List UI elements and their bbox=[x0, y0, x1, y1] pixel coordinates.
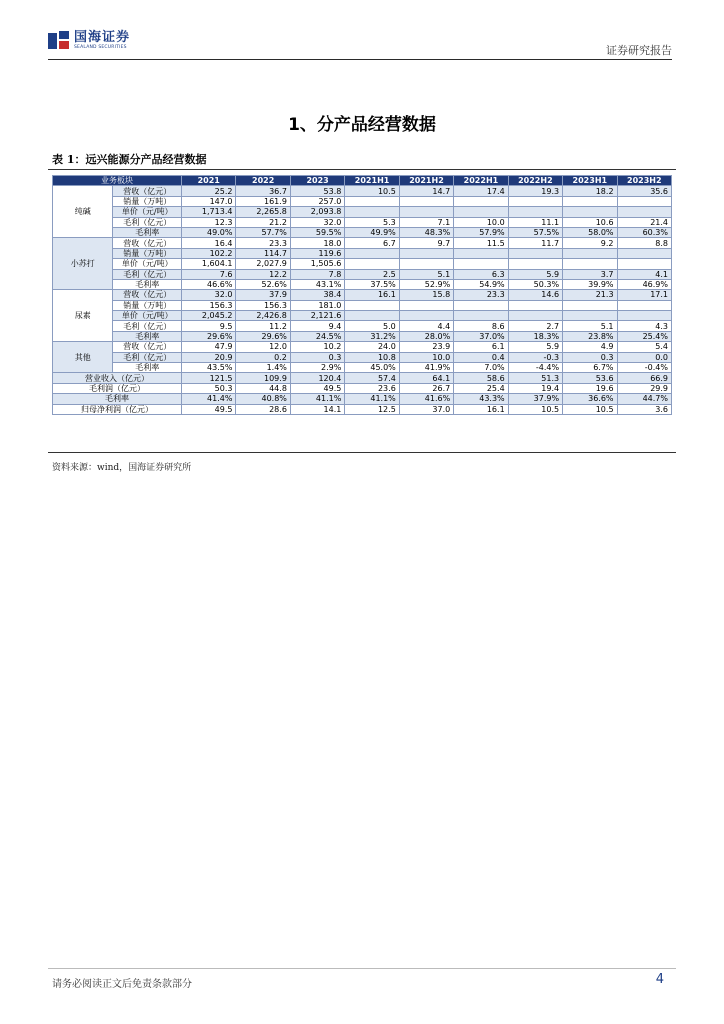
value-cell: 181.0 bbox=[290, 300, 344, 310]
value-cell: 48.3% bbox=[399, 227, 453, 237]
value-cell: 25.4% bbox=[617, 331, 671, 341]
value-cell bbox=[345, 248, 399, 258]
value-cell: 14.7 bbox=[399, 186, 453, 196]
company-logo bbox=[48, 31, 130, 51]
value-cell: 50.3% bbox=[508, 279, 562, 289]
metric-label-cell: 销量（万吨） bbox=[113, 300, 182, 310]
value-cell: 1,604.1 bbox=[182, 259, 236, 269]
value-cell: 39.9% bbox=[563, 279, 617, 289]
value-cell: 28.6 bbox=[236, 404, 290, 414]
table-row bbox=[53, 196, 672, 206]
header-divider bbox=[48, 59, 672, 60]
value-cell bbox=[345, 311, 399, 321]
value-cell: 11.1 bbox=[508, 217, 562, 227]
value-cell: 25.4 bbox=[454, 383, 508, 393]
value-cell: 51.3 bbox=[508, 373, 562, 383]
value-cell: 3.6 bbox=[617, 404, 671, 414]
value-cell bbox=[508, 248, 562, 258]
value-cell: 38.4 bbox=[290, 290, 344, 300]
value-cell: 9.7 bbox=[399, 238, 453, 248]
header-cell-period: 2022H1 bbox=[454, 176, 508, 186]
value-cell: 5.1 bbox=[399, 269, 453, 279]
value-cell: 2,093.8 bbox=[290, 207, 344, 217]
value-cell: 5.0 bbox=[345, 321, 399, 331]
metric-label-cell: 营收（亿元） bbox=[113, 186, 182, 196]
value-cell: -0.4% bbox=[617, 363, 671, 373]
value-cell: 4.4 bbox=[399, 321, 453, 331]
value-cell bbox=[617, 300, 671, 310]
value-cell bbox=[454, 300, 508, 310]
value-cell: 41.9% bbox=[399, 363, 453, 373]
value-cell: 36.6% bbox=[563, 394, 617, 404]
value-cell: 10.5 bbox=[563, 404, 617, 414]
segment-name-cell: 其他 bbox=[53, 342, 113, 373]
header-cell-period: 2021H2 bbox=[399, 176, 453, 186]
table-row bbox=[53, 279, 672, 289]
table-row bbox=[53, 238, 672, 248]
value-cell bbox=[508, 196, 562, 206]
value-cell bbox=[563, 259, 617, 269]
value-cell bbox=[345, 300, 399, 310]
value-cell: 14.6 bbox=[508, 290, 562, 300]
value-cell: 59.5% bbox=[290, 227, 344, 237]
value-cell: 2,121.6 bbox=[290, 311, 344, 321]
value-cell: 41.1% bbox=[345, 394, 399, 404]
value-cell bbox=[454, 259, 508, 269]
total-label-cell: 营业收入（亿元） bbox=[53, 373, 182, 383]
header-cell-period: 2023 bbox=[290, 176, 344, 186]
page-number: 4 bbox=[655, 972, 664, 987]
report-type-label: 证券研究报告 bbox=[606, 44, 672, 57]
value-cell: 44.7% bbox=[617, 394, 671, 404]
metric-label-cell: 毛利（亿元） bbox=[113, 321, 182, 331]
value-cell bbox=[454, 311, 508, 321]
value-cell: 66.9 bbox=[617, 373, 671, 383]
value-cell: 52.9% bbox=[399, 279, 453, 289]
header-cell-period: 2022 bbox=[236, 176, 290, 186]
value-cell: 10.5 bbox=[508, 404, 562, 414]
value-cell: 5.1 bbox=[563, 321, 617, 331]
value-cell: 9.4 bbox=[290, 321, 344, 331]
value-cell: 24.5% bbox=[290, 331, 344, 341]
value-cell: 121.5 bbox=[182, 373, 236, 383]
table-row bbox=[53, 321, 672, 331]
value-cell: 2.5 bbox=[345, 269, 399, 279]
value-cell: 57.4 bbox=[345, 373, 399, 383]
total-label-cell: 毛利率 bbox=[53, 394, 182, 404]
value-cell: 29.6% bbox=[236, 331, 290, 341]
value-cell: 23.3 bbox=[236, 238, 290, 248]
value-cell bbox=[345, 259, 399, 269]
value-cell bbox=[454, 196, 508, 206]
value-cell: 18.3% bbox=[508, 331, 562, 341]
value-cell bbox=[399, 248, 453, 258]
value-cell: 7.0% bbox=[454, 363, 508, 373]
metric-label-cell: 单价（元/吨） bbox=[113, 259, 182, 269]
value-cell: 46.9% bbox=[617, 279, 671, 289]
value-cell bbox=[563, 196, 617, 206]
value-cell: 2,265.8 bbox=[236, 207, 290, 217]
table-row bbox=[53, 259, 672, 269]
footer-divider bbox=[48, 968, 676, 969]
value-cell: 0.2 bbox=[236, 352, 290, 362]
header-cell-segment: 业务板块 bbox=[53, 176, 182, 186]
value-cell: 31.2% bbox=[345, 331, 399, 341]
value-cell: 16.4 bbox=[182, 238, 236, 248]
value-cell: 114.7 bbox=[236, 248, 290, 258]
segment-name-cell: 纯碱 bbox=[53, 186, 113, 238]
value-cell: 1,505.6 bbox=[290, 259, 344, 269]
value-cell: 257.0 bbox=[290, 196, 344, 206]
metric-label-cell: 毛利率 bbox=[113, 279, 182, 289]
value-cell: 41.4% bbox=[182, 394, 236, 404]
value-cell bbox=[617, 259, 671, 269]
value-cell: 12.3 bbox=[182, 217, 236, 227]
value-cell: 21.4 bbox=[617, 217, 671, 227]
value-cell: 46.6% bbox=[182, 279, 236, 289]
value-cell: 7.6 bbox=[182, 269, 236, 279]
value-cell: 0.3 bbox=[563, 352, 617, 362]
value-cell: 14.1 bbox=[290, 404, 344, 414]
header-cell-period: 2021 bbox=[182, 176, 236, 186]
value-cell: 9.2 bbox=[563, 238, 617, 248]
value-cell bbox=[617, 207, 671, 217]
value-cell: 18.2 bbox=[563, 186, 617, 196]
value-cell: 35.6 bbox=[617, 186, 671, 196]
value-cell: 29.9 bbox=[617, 383, 671, 393]
value-cell: 5.9 bbox=[508, 269, 562, 279]
data-source-note: 资料来源：wind，国海证券研究所 bbox=[52, 463, 192, 473]
value-cell: 52.6% bbox=[236, 279, 290, 289]
value-cell: 3.7 bbox=[563, 269, 617, 279]
metric-label-cell: 营收（亿元） bbox=[113, 238, 182, 248]
value-cell: 16.1 bbox=[454, 404, 508, 414]
value-cell: -0.3 bbox=[508, 352, 562, 362]
value-cell: 6.1 bbox=[454, 342, 508, 352]
value-cell bbox=[563, 207, 617, 217]
logo-name-en: SEALAND SECURITIES bbox=[74, 45, 127, 50]
table-row bbox=[53, 227, 672, 237]
value-cell: 40.8% bbox=[236, 394, 290, 404]
value-cell: 6.7 bbox=[345, 238, 399, 248]
value-cell: 102.2 bbox=[182, 248, 236, 258]
table-row bbox=[53, 331, 672, 341]
value-cell: 23.6 bbox=[345, 383, 399, 393]
value-cell: 5.3 bbox=[345, 217, 399, 227]
table-row bbox=[53, 342, 672, 352]
logo-icon bbox=[48, 31, 70, 51]
value-cell: 57.5% bbox=[508, 227, 562, 237]
value-cell: 1.4% bbox=[236, 363, 290, 373]
value-cell: 4.9 bbox=[563, 342, 617, 352]
value-cell: 12.0 bbox=[236, 342, 290, 352]
value-cell: 28.0% bbox=[399, 331, 453, 341]
value-cell: 4.3 bbox=[617, 321, 671, 331]
value-cell: 12.5 bbox=[345, 404, 399, 414]
value-cell: 23.9 bbox=[399, 342, 453, 352]
section-title: 1、分产品经营数据 bbox=[288, 115, 436, 135]
value-cell: -4.4% bbox=[508, 363, 562, 373]
value-cell: 10.6 bbox=[563, 217, 617, 227]
value-cell: 8.6 bbox=[454, 321, 508, 331]
value-cell bbox=[454, 248, 508, 258]
value-cell: 10.0 bbox=[399, 352, 453, 362]
value-cell: 120.4 bbox=[290, 373, 344, 383]
table-row bbox=[53, 311, 672, 321]
value-cell bbox=[617, 196, 671, 206]
caption-divider bbox=[48, 169, 676, 170]
value-cell: 53.6 bbox=[563, 373, 617, 383]
value-cell: 15.8 bbox=[399, 290, 453, 300]
value-cell: 0.4 bbox=[454, 352, 508, 362]
value-cell: 45.0% bbox=[345, 363, 399, 373]
value-cell bbox=[399, 196, 453, 206]
source-divider bbox=[48, 452, 676, 453]
value-cell bbox=[563, 248, 617, 258]
value-cell bbox=[399, 311, 453, 321]
value-cell bbox=[345, 207, 399, 217]
value-cell: 32.0 bbox=[182, 290, 236, 300]
value-cell: 2.7 bbox=[508, 321, 562, 331]
header-cell-period: 2022H2 bbox=[508, 176, 562, 186]
value-cell: 19.4 bbox=[508, 383, 562, 393]
value-cell: 18.0 bbox=[290, 238, 344, 248]
value-cell: 37.5% bbox=[345, 279, 399, 289]
value-cell: 37.9% bbox=[508, 394, 562, 404]
value-cell: 57.9% bbox=[454, 227, 508, 237]
table-row bbox=[53, 269, 672, 279]
value-cell: 16.1 bbox=[345, 290, 399, 300]
value-cell: 37.9 bbox=[236, 290, 290, 300]
metric-label-cell: 毛利率 bbox=[113, 331, 182, 341]
metric-label-cell: 毛利（亿元） bbox=[113, 352, 182, 362]
table-caption: 表 1：远兴能源分产品经营数据 bbox=[52, 153, 207, 166]
value-cell: 2,426.8 bbox=[236, 311, 290, 321]
value-cell: 64.1 bbox=[399, 373, 453, 383]
total-row bbox=[53, 404, 672, 414]
value-cell bbox=[563, 300, 617, 310]
value-cell: 37.0% bbox=[454, 331, 508, 341]
value-cell bbox=[399, 207, 453, 217]
table-row bbox=[53, 217, 672, 227]
product-operating-data-table bbox=[52, 175, 672, 415]
value-cell: 2,027.9 bbox=[236, 259, 290, 269]
value-cell: 0.3 bbox=[290, 352, 344, 362]
metric-label-cell: 销量（万吨） bbox=[113, 196, 182, 206]
value-cell: 156.3 bbox=[236, 300, 290, 310]
value-cell: 6.7% bbox=[563, 363, 617, 373]
value-cell: 58.6 bbox=[454, 373, 508, 383]
value-cell: 41.1% bbox=[290, 394, 344, 404]
value-cell: 1,713.4 bbox=[182, 207, 236, 217]
value-cell bbox=[399, 300, 453, 310]
metric-label-cell: 毛利（亿元） bbox=[113, 269, 182, 279]
value-cell: 4.1 bbox=[617, 269, 671, 279]
value-cell: 20.9 bbox=[182, 352, 236, 362]
metric-label-cell: 毛利率 bbox=[113, 363, 182, 373]
value-cell: 147.0 bbox=[182, 196, 236, 206]
value-cell: 10.8 bbox=[345, 352, 399, 362]
value-cell: 119.6 bbox=[290, 248, 344, 258]
value-cell: 161.9 bbox=[236, 196, 290, 206]
total-label-cell: 归母净利润（亿元） bbox=[53, 404, 182, 414]
value-cell bbox=[617, 248, 671, 258]
value-cell: 57.7% bbox=[236, 227, 290, 237]
value-cell: 49.5 bbox=[182, 404, 236, 414]
value-cell: 53.8 bbox=[290, 186, 344, 196]
metric-label-cell: 毛利（亿元） bbox=[113, 217, 182, 227]
table-row bbox=[53, 300, 672, 310]
table-row bbox=[53, 248, 672, 258]
metric-label-cell: 毛利率 bbox=[113, 227, 182, 237]
value-cell: 29.6% bbox=[182, 331, 236, 341]
footer-disclaimer: 请务必阅读正文后免责条款部分 bbox=[52, 979, 192, 990]
value-cell: 12.2 bbox=[236, 269, 290, 279]
value-cell bbox=[563, 311, 617, 321]
value-cell: 49.0% bbox=[182, 227, 236, 237]
value-cell bbox=[508, 207, 562, 217]
metric-label-cell: 营收（亿元） bbox=[113, 342, 182, 352]
total-row bbox=[53, 383, 672, 393]
table-row bbox=[53, 207, 672, 217]
value-cell: 109.9 bbox=[236, 373, 290, 383]
value-cell: 25.2 bbox=[182, 186, 236, 196]
total-label-cell: 毛利润（亿元） bbox=[53, 383, 182, 393]
value-cell: 43.5% bbox=[182, 363, 236, 373]
metric-label-cell: 单价（元/吨） bbox=[113, 311, 182, 321]
value-cell: 41.6% bbox=[399, 394, 453, 404]
value-cell: 11.7 bbox=[508, 238, 562, 248]
value-cell: 26.7 bbox=[399, 383, 453, 393]
value-cell: 2,045.2 bbox=[182, 311, 236, 321]
value-cell: 11.2 bbox=[236, 321, 290, 331]
value-cell: 19.6 bbox=[563, 383, 617, 393]
header-cell-period: 2023H1 bbox=[563, 176, 617, 186]
value-cell: 24.0 bbox=[345, 342, 399, 352]
value-cell: 49.9% bbox=[345, 227, 399, 237]
table-row bbox=[53, 352, 672, 362]
value-cell: 21.3 bbox=[563, 290, 617, 300]
value-cell: 10.2 bbox=[290, 342, 344, 352]
value-cell: 17.1 bbox=[617, 290, 671, 300]
value-cell: 10.0 bbox=[454, 217, 508, 227]
value-cell: 47.9 bbox=[182, 342, 236, 352]
metric-label-cell: 单价（元/吨） bbox=[113, 207, 182, 217]
value-cell bbox=[508, 311, 562, 321]
value-cell: 21.2 bbox=[236, 217, 290, 227]
value-cell: 2.9% bbox=[290, 363, 344, 373]
value-cell: 44.8 bbox=[236, 383, 290, 393]
value-cell: 10.5 bbox=[345, 186, 399, 196]
table-row bbox=[53, 290, 672, 300]
value-cell: 0.0 bbox=[617, 352, 671, 362]
metric-label-cell: 销量（万吨） bbox=[113, 248, 182, 258]
value-cell: 5.9 bbox=[508, 342, 562, 352]
header-cell-period: 2023H2 bbox=[617, 176, 671, 186]
header-cell-period: 2021H1 bbox=[345, 176, 399, 186]
value-cell bbox=[345, 196, 399, 206]
value-cell: 5.4 bbox=[617, 342, 671, 352]
value-cell: 7.8 bbox=[290, 269, 344, 279]
value-cell bbox=[508, 259, 562, 269]
value-cell bbox=[399, 259, 453, 269]
value-cell bbox=[454, 207, 508, 217]
value-cell: 32.0 bbox=[290, 217, 344, 227]
value-cell: 8.8 bbox=[617, 238, 671, 248]
value-cell: 17.4 bbox=[454, 186, 508, 196]
value-cell: 36.7 bbox=[236, 186, 290, 196]
logo-name-cn: 国海证券 bbox=[74, 30, 131, 45]
value-cell: 43.3% bbox=[454, 394, 508, 404]
value-cell bbox=[617, 311, 671, 321]
value-cell: 49.5 bbox=[290, 383, 344, 393]
value-cell: 7.1 bbox=[399, 217, 453, 227]
table-row bbox=[53, 363, 672, 373]
total-row bbox=[53, 373, 672, 383]
value-cell: 37.0 bbox=[399, 404, 453, 414]
value-cell: 156.3 bbox=[182, 300, 236, 310]
segment-name-cell: 小苏打 bbox=[53, 238, 113, 290]
value-cell: 11.5 bbox=[454, 238, 508, 248]
metric-label-cell: 营收（亿元） bbox=[113, 290, 182, 300]
value-cell: 6.3 bbox=[454, 269, 508, 279]
value-cell: 50.3 bbox=[182, 383, 236, 393]
value-cell: 9.5 bbox=[182, 321, 236, 331]
value-cell: 19.3 bbox=[508, 186, 562, 196]
value-cell: 23.3 bbox=[454, 290, 508, 300]
value-cell: 23.8% bbox=[563, 331, 617, 341]
value-cell bbox=[508, 300, 562, 310]
total-row bbox=[53, 394, 672, 404]
value-cell: 54.9% bbox=[454, 279, 508, 289]
table-row bbox=[53, 186, 672, 196]
value-cell: 60.3% bbox=[617, 227, 671, 237]
value-cell: 58.0% bbox=[563, 227, 617, 237]
segment-name-cell: 尿素 bbox=[53, 290, 113, 342]
value-cell: 43.1% bbox=[290, 279, 344, 289]
